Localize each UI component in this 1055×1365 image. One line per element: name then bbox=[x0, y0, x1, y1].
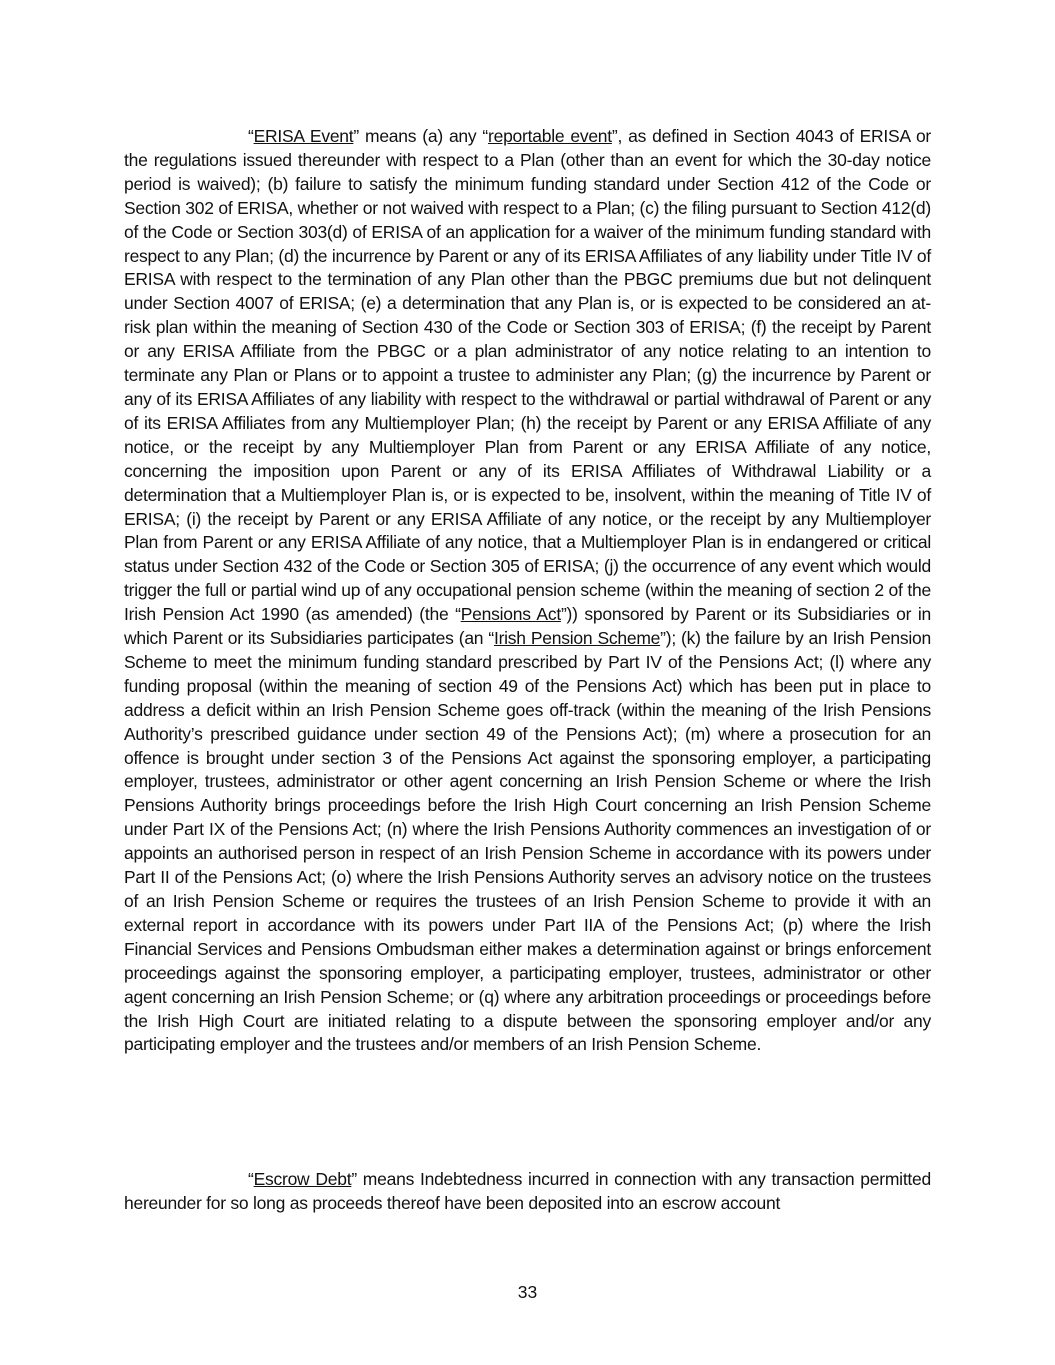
definition-erisa-event bbox=[124, 125, 931, 1057]
definition-escrow-debt bbox=[124, 1168, 931, 1216]
defined-term-escrow-debt: Escrow Debt bbox=[253, 1169, 352, 1189]
open-quote: “ bbox=[248, 1169, 254, 1189]
defined-term-irish-pension-scheme: Irish Pension Scheme bbox=[493, 628, 661, 649]
definition-text: ” means (a) any “ bbox=[353, 126, 489, 146]
page-number: 33 bbox=[517, 1282, 538, 1302]
open-quote: “ bbox=[248, 126, 254, 146]
definition-text: ”)) sponsored by Parent or its Subsidiaries or in which Parent or its Subsidiaries participates (an “ bbox=[124, 604, 932, 649]
defined-term-erisa-event: ERISA Event bbox=[253, 126, 354, 146]
definition-text: ”, as defined in Section 4043 of ERISA or the regulations issued thereunder with respect to a Plan (other than an event for which the 30-day notice period is waived); (b) failure to satisfy the minimum funding standard under Section 412 of the Code or Section 302 of ERISA, whether or not waived with respect to a Plan; (c) the filing pursuant to Section 412(d) of the Code or Section 303(d) of ERISA of an application for a waiver of the minimum funding standard with respect to any Plan; (d) the incurrence by Parent or any of its ERISA Affiliates of any liability under Title IV of ERISA with respect to the termination of any Plan other than the PBGC premiums due but not delinquent under Section 4007 of ERISA; (e) a determination that any Plan is, or is expected to be considered an at-risk plan within the meaning of Section 430 of the Code or Section 303 of ERISA; (f) the receipt by Parent or any ERISA Affiliate from the PBGC or a plan administrator of any notice relating to an intention to terminate any Plan or Plans or to appoint a trustee to administer any Plan; (g) the incurrence by Parent or any of its ERISA Affiliates of any liability with respect to the withdrawal or partial withdrawal of Parent or any of its ERISA Affiliates from any Multiemployer Plan; (h) the receipt by Parent or any ERISA Affiliate of any notice, or the receipt by any Multiemployer Plan from Parent or any ERISA Affiliate of any notice, concerning the imposition upon Parent or any of its ERISA Affiliates of Withdrawal Liability or a determination that a Multiemployer Plan is, or is expected to be, insolvent, within the meaning of Title IV of ERISA; (i) the receipt by Parent or any ERISA Affiliate of any notice, or the receipt by any Multiemployer Plan from Parent or any ERISA Affiliate of any notice, that a Multiemployer Plan is in endangered or critical status under Section 432 of the Code or Section 305 of ERISA; (j) the occurrence of any event which would trigger the full or partial wind up of any occupational pension scheme (within the meaning of section 2 of the Irish Pension Act 1990 (as amended) (the “ bbox=[124, 126, 931, 625]
definition-text: ”); (k) the failure by an Irish Pension Scheme to meet the minimum funding standard prescribed by Part IV of the Pensions Act; (l) where any funding proposal (within the meaning of section 49 of the Pensions Act) which has been put in place to address a deficit within an Irish Pension Scheme goes off-track (within the meaning of the Irish Pensions Authority’s prescribed guidance under section 49 of the Pensions Act); (m) where a prosecution for an offence is brought under section 3 of the Pensions Act against the sponsoring employer, a participating employer, trustees, administrator or other agent concerning an Irish Pension Scheme or where the Irish Pensions Authority brings proceedings before the Irish High Court concerning an Irish Pension Scheme under Part IX of the Pensions Act; (n) where the Irish Pensions Authority commences an investigation of or appoints an authorised person in respect of an Irish Pension Scheme in accordance with its powers under Part II of the Pensions Act; (o) where the Irish Pensions Authority serves an advisory notice on the trustees of an Irish Pension Scheme or requires the trustees of an Irish Pension Scheme to provide it with an external report in accordance with its powers under Part IIA of the Pensions Act; (p) where the Irish Financial Services and Pensions Ombudsman either makes a determination against or brings enforcement proceedings against the sponsoring employer, a participating employer, trustees, administrator or other agent concerning an Irish Pension Scheme; or (q) where any arbitration proceedings or proceedings before the Irish High Court are initiated relating to a dispute between the sponsoring employer and/or any participating employer and the trustees and/or members of an Irish Pension Scheme. bbox=[124, 628, 931, 1055]
definition-text: ” means Indebtedness incurred in connection with any transaction permitted hereunder for so long as proceeds thereof have been deposited into an escrow account bbox=[124, 1169, 932, 1213]
defined-term-pensions-act: Pensions Act bbox=[460, 604, 561, 625]
defined-term-reportable-event: reportable event bbox=[488, 126, 612, 146]
